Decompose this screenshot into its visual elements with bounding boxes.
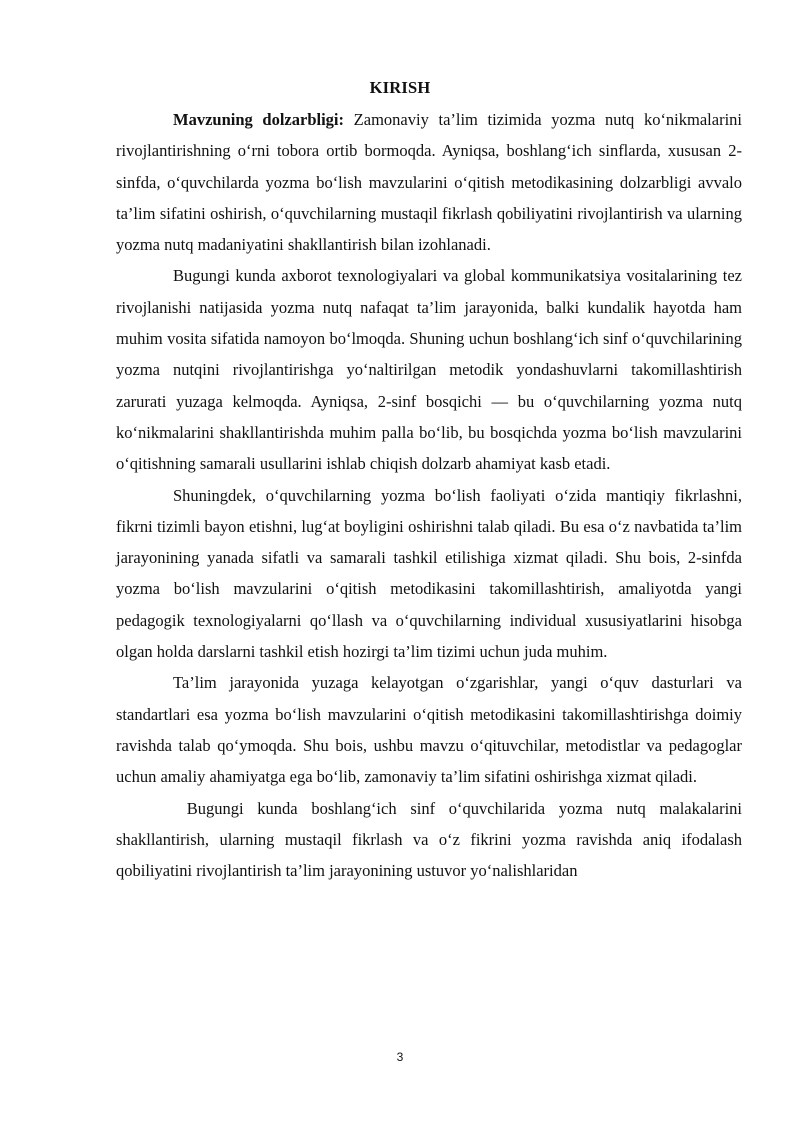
body-text [116, 104, 747, 886]
section-title: KIRISH [369, 78, 431, 97]
paragraph: Ta’lim jarayonida yuzaga kelayotgan o‘zgarishlar, yangi o‘quv dasturlari va standartlari esa yozma bo‘lish mavzularini o‘qitish metodikasini takomillashtirishga doimiy ravishda talab qo‘ymoqda. Shu bois, ushbu mavzu o‘qituvchilar, metodistlar va pedagoglar uchun amaliy ahamiyatga ega bo‘lib, zamonaviy ta’lim sifatini oshirishga xizmat qiladi. [116, 673, 742, 787]
page-number: 3 [396, 1050, 404, 1064]
paragraph: Shuningdek, o‘quvchilarning yozma bo‘lish faoliyati o‘zida mantiqiy fikrlashni, fikrni tizimli bayon etishni, lug‘at boyligini oshirishni talab qiladi. Bu esa o‘z navbatida ta’lim jarayonining yanada sifatli va samarali tashkil etilishiga xizmat qiladi. Shu bois, 2-sinfda yozma bo‘lish mavzularini o‘qitish metodikasini takomillashtirish, amaliyotda yangi pedagogik texnologiyalarni qo‘llash va o‘quvchilarning individual xususiyatlarini hisobga olgan holda darslarni tashkil etish hozirgi ta’lim tizimi uchun juda muhim. [116, 485, 742, 662]
paragraph: Bugungi kunda axborot texnologiyalari va global kommunikatsiya vositalarining tez rivojlanishi natijasida yozma nutq nafaqat ta’lim jarayonida, balki kundalik hayotda ham muhim vosita sifatida namoyon bo‘lmoqda. Shuning uchun boshlang‘ich sinf o‘quvchilarining yozma nutqini rivojlantirishga yo‘naltirilgan metodik yondashuvlarni takomillashtirish zarurati yuzaga kelmoqda. Ayniqsa, 2-sinf bosqichi — bu o‘quvchilarning yozma nutq ko‘nikmalarini shakllantirishda muhim palla bo‘lib, bu bosqichda yozma bo‘lish mavzularini o‘qitishning samarali usullarini ishlab chiqish dolzarb ahamiyat kasb etadi. [116, 266, 742, 474]
paragraph-relevance [116, 104, 742, 260]
paragraph: Bugungi kunda boshlang‘ich sinf o‘quvchilarida yozma nutq malakalarini shakllantirish, ularning mustaqil fikrlash va o‘z fikrini yozma ravishda aniq ifodalash qobiliyatini rivojlantirish ta’lim jarayonining ustuvor yo‘nalishlaridan [116, 798, 747, 881]
paragraph-lead: Mavzuning dolzarbligi: [173, 110, 345, 129]
paragraph-text: Zamonaviy ta’lim tizimida yozma nutq ko‘nikmalarini rivojlantirishning o‘rni tobora ortib bormoqda. Ayniqsa, boshlang‘ich sinflarda, xususan 2-sinfda, o‘quvchilarda yozma bo‘lish mavzularini o‘qitish metodikasining dolzarbligi avvalo ta’lim sifatini oshirish, o‘quvchilarning mustaqil fikrlash qobiliyatini rivojlantirish va ularning yozma nutq madaniyatini shakllantirish bilan izohlanadi. [116, 110, 742, 255]
